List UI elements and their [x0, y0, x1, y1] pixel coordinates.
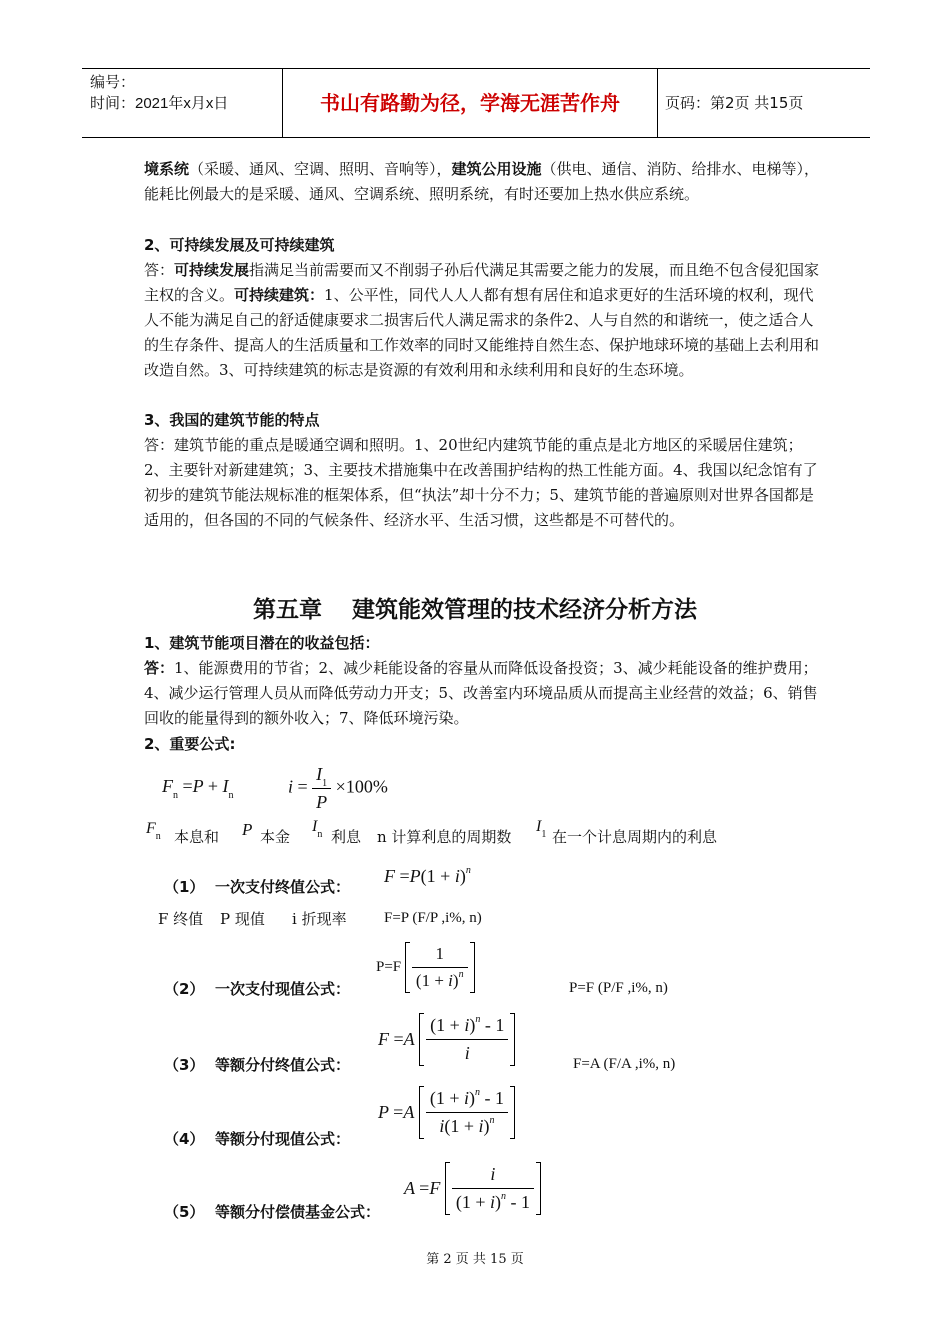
q2-answer: 答：可持续发展指满足当前需要而又不削弱子孙后代满足其需要之能力的发展，而且绝不包含侵犯国家主权的含义。可持续建筑：1、公平性，同代人人人都有想有居住和追求更好的生活环境的权利，现代人不能为满足自己的舒适健康要求二损害后代人满足需求的条件2、人与自然的和谐统一，使之适合人的生存条件、提高人的生活质量和工作效率的同时又能维持自然生态、保护地球环境的基础上去利用和改造自然。3、可持续建筑的标志是资源的有效利用和永续利用和良好的生态环境。: [144, 261, 820, 379]
sym-fn-desc: 本息和: [174, 828, 220, 846]
sym-p: P: [242, 820, 253, 839]
c1-answer: 答：1、能源费用的节省；2、减少耗能设备的容量从而降低设备投资；3、减少耗能设备的维护费用；4、减少运行管理人员从而降低劳动力开支；5、改善室内环境品质从而提高主业经营的效益；6、销售回收的能量得到的额外收入；7、降低环境污染。: [144, 659, 818, 727]
header-number: 编号：: [90, 74, 136, 91]
sym-p-desc: 本金: [260, 828, 291, 846]
f1-var-i: i 折现率: [292, 910, 347, 928]
page-footer: 第 2 页 共 15 页: [426, 1252, 524, 1267]
header-motto: 书山有路勤为径，学海无涯苦作舟: [282, 69, 658, 137]
q3-heading: 3、我国的建筑节能的特点: [144, 411, 320, 429]
intro-paragraph: 境系统（采暖、通风、空调、照明、音响等），建筑公用设施（供电、通信、消防、给排水、电梯等），能耗比例最大的是采暖、通风、空调系统、照明系统，有时还要加上热水供应系统。: [144, 160, 820, 203]
f1-var-p: P 现值: [220, 910, 265, 928]
header-meta: [82, 69, 282, 137]
page-header: [82, 68, 870, 138]
header-page: 页码：第2页 共15页: [665, 94, 804, 112]
f2-formula: P=F $\frac{1}{(1 + i)^n}$: [376, 942, 475, 993]
f1-note: F=P (F/P ,i%, n): [384, 910, 482, 926]
f5-formula: A =F $\frac{i}{(1 + i)^n - 1}$: [404, 1162, 541, 1215]
f5-num: （5）: [164, 1203, 205, 1221]
sym-n-desc: n 计算利息的周期数: [377, 828, 512, 846]
q3-answer: 答：建筑节能的重点是暖通空调和照明。1、20世纪内建筑节能的重点是北方地区的采暖居住建筑；2、主要针对新建建筑；3、主要技术措施集中在改善围护结构的热工性能方面。4、我国以纪念馆有了初步的建筑节能法规标准的框架体系，但“执法”却十分不力；5、建筑节能的普遍原则对世界各国都是适用的，但各国的不同的气候条件、经济水平、生活习惯，这些都是不可替代的。: [144, 436, 818, 529]
c2-heading: 2、重要公式:: [144, 735, 236, 753]
f4-num: （4）: [164, 1130, 205, 1148]
sym-i1: $I_1$: [536, 818, 547, 840]
header-time: 时间：2021年x月x日: [90, 95, 229, 112]
f5-label: 等额分付偿债基金公式：: [215, 1203, 381, 1221]
f1-num: （1）: [164, 878, 205, 896]
f1-label: 一次支付终值公式：: [215, 878, 351, 896]
formula-fn: $F_n =P + I_n$: [162, 776, 234, 801]
f3-formula: F =A $\frac{(1 + i)^n - 1}{i}$: [378, 1013, 515, 1066]
f3-label: 等额分付终值公式：: [215, 1056, 351, 1074]
c1-heading: 1、建筑节能项目潜在的收益包括：: [144, 634, 380, 652]
f4-formula: P =A $\frac{(1 + i)^n - 1}{i(1 + i)^n}$: [378, 1086, 515, 1139]
q2-heading: 2、可持续发展及可持续建筑: [144, 236, 335, 254]
chapter-title: 第五章 建筑能效管理的技术经济分析方法: [253, 597, 697, 623]
sym-in-desc: 利息: [331, 828, 362, 846]
formula-i: i = $\frac{I_1}{P}$ ×100%: [288, 764, 388, 812]
sym-i1-desc: 在一个计息周期内的利息: [552, 828, 718, 846]
f1-var-f: F 终值: [158, 910, 204, 928]
f2-num: （2）: [164, 980, 205, 998]
f2-label: 一次支付现值公式：: [215, 980, 351, 998]
f2-note: P=F (P/F ,i%, n): [569, 980, 668, 996]
f4-label: 等额分付现值公式：: [215, 1130, 351, 1148]
sym-fn: $F_n$: [146, 820, 161, 842]
f3-num: （3）: [164, 1056, 205, 1074]
f3-note: F=A (F/A ,i%, n): [573, 1056, 676, 1072]
sym-in: $I_n$: [312, 818, 323, 840]
f1-formula: $F =P(1 + i)^n$: [384, 865, 471, 886]
